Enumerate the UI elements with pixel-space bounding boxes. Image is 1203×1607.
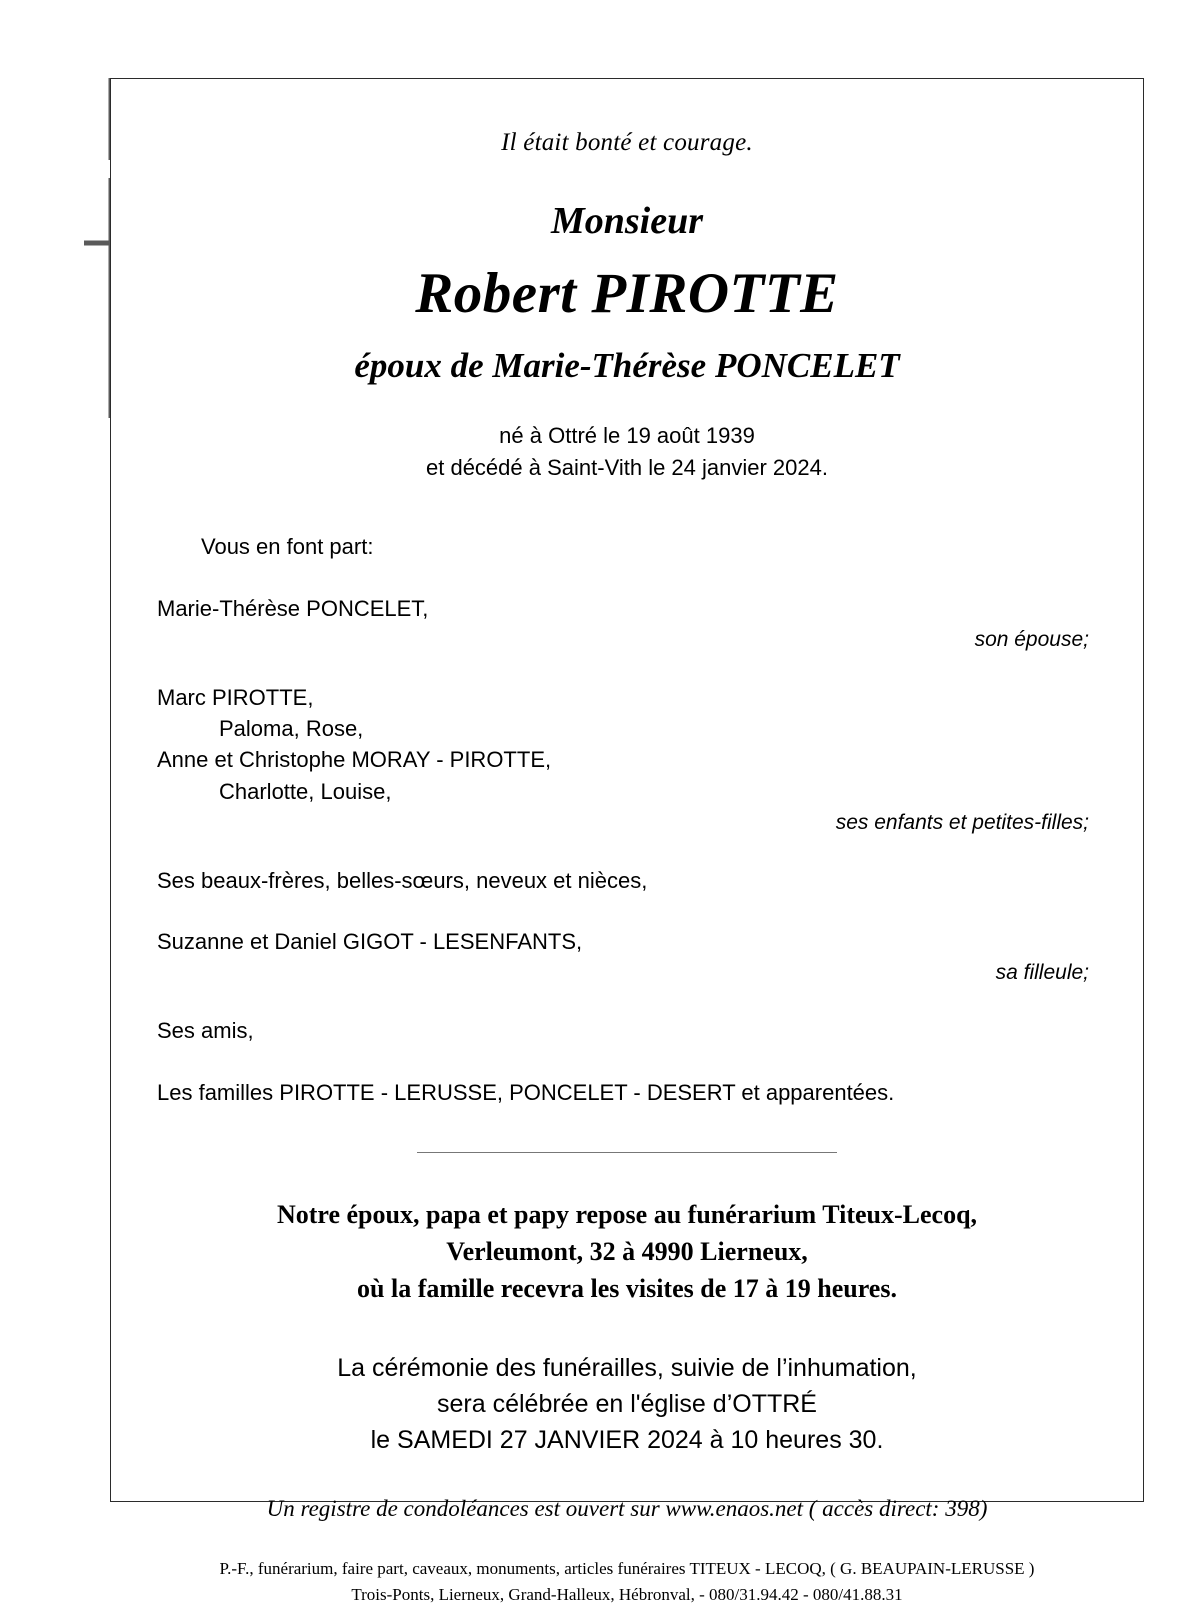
spouse-line: époux de Marie-Thérèse PONCELET [354,346,900,385]
provider-footer-line-2: Trois-Ponts, Lierneux, Grand-Halleux, Hébronval, - 080/31.94.42 - 080/41.88.31 [351,1584,903,1604]
family-line: Ses amis, [157,1018,254,1044]
death-notice-card [110,78,1144,1604]
provider-footer [157,1556,1097,1607]
family-line: Anne et Christophe MORAY - PIROTTE, [157,747,552,773]
family-line: Charlotte, Louise, [219,778,392,804]
family-group [157,1015,1097,1046]
family-group [157,865,1097,896]
deceased-name: Robert PIROTTE [415,262,839,325]
epigraph: Il était bonté et courage. [501,129,753,156]
family-group [157,593,1097,652]
funeral-home-info [157,1197,1097,1308]
family-group [157,682,1097,835]
ceremony-line-1: La cérémonie des funérailles, suivie de l’inhumation, [337,1353,917,1382]
condolence-register-note: Un registre de condoléances est ouvert sur www.enaos.net ( accès direct: 398) [266,1496,988,1522]
honorific: Monsieur [550,200,704,242]
family-line: Suzanne et Daniel GIGOT - LESENFANTS, [157,929,583,955]
ceremony-line-2: sera célébrée en l'église d’OTTRÉ [437,1389,817,1418]
announce-intro: Vous en font part: [201,533,374,559]
family-line: Marc PIROTTE, [157,685,314,711]
provider-footer-line-1: P.-F., funérarium, faire part, caveaux, monuments, articles funéraires TITEUX - LECOQ, ( G. BEAUPAIN-LERUSSE ) [219,1559,1035,1579]
ceremony-info [157,1350,1097,1459]
family-line: Ses beaux-frères, belles-sœurs, neveux et nièces, [157,867,648,893]
funeral-home-line-1: Notre époux, papa et papy repose au funérarium Titeux-Lecoq, [276,1199,978,1229]
death-line: et décédé à Saint-Vith le 24 janvier 2024. [426,454,828,480]
family-group [157,926,1097,985]
family-relation: sa filleule; [995,961,1089,985]
family-line: Les familles PIROTTE - LERUSSE, PONCELET - DESERT et apparentées. [157,1079,895,1105]
family-relation: son épouse; [974,628,1089,652]
section-divider [417,1152,837,1153]
family-group [157,1077,1097,1108]
birth-line: né à Ottré le 19 août 1939 [499,423,755,448]
notice-content [111,79,1143,1604]
funeral-home-line-2: Verleumont, 32 à 4990 Lierneux, [446,1236,808,1266]
funeral-home-line-3: où la famille recevra les visites de 17 à 19 heures. [357,1273,897,1303]
family-line: Paloma, Rose, [219,716,364,742]
family-line: Marie-Thérèse PONCELET, [157,595,429,621]
ceremony-line-3: le SAMEDI 27 JANVIER 2024 à 10 heures 30. [370,1426,884,1455]
family-relation: ses enfants et petites-filles; [835,810,1089,834]
